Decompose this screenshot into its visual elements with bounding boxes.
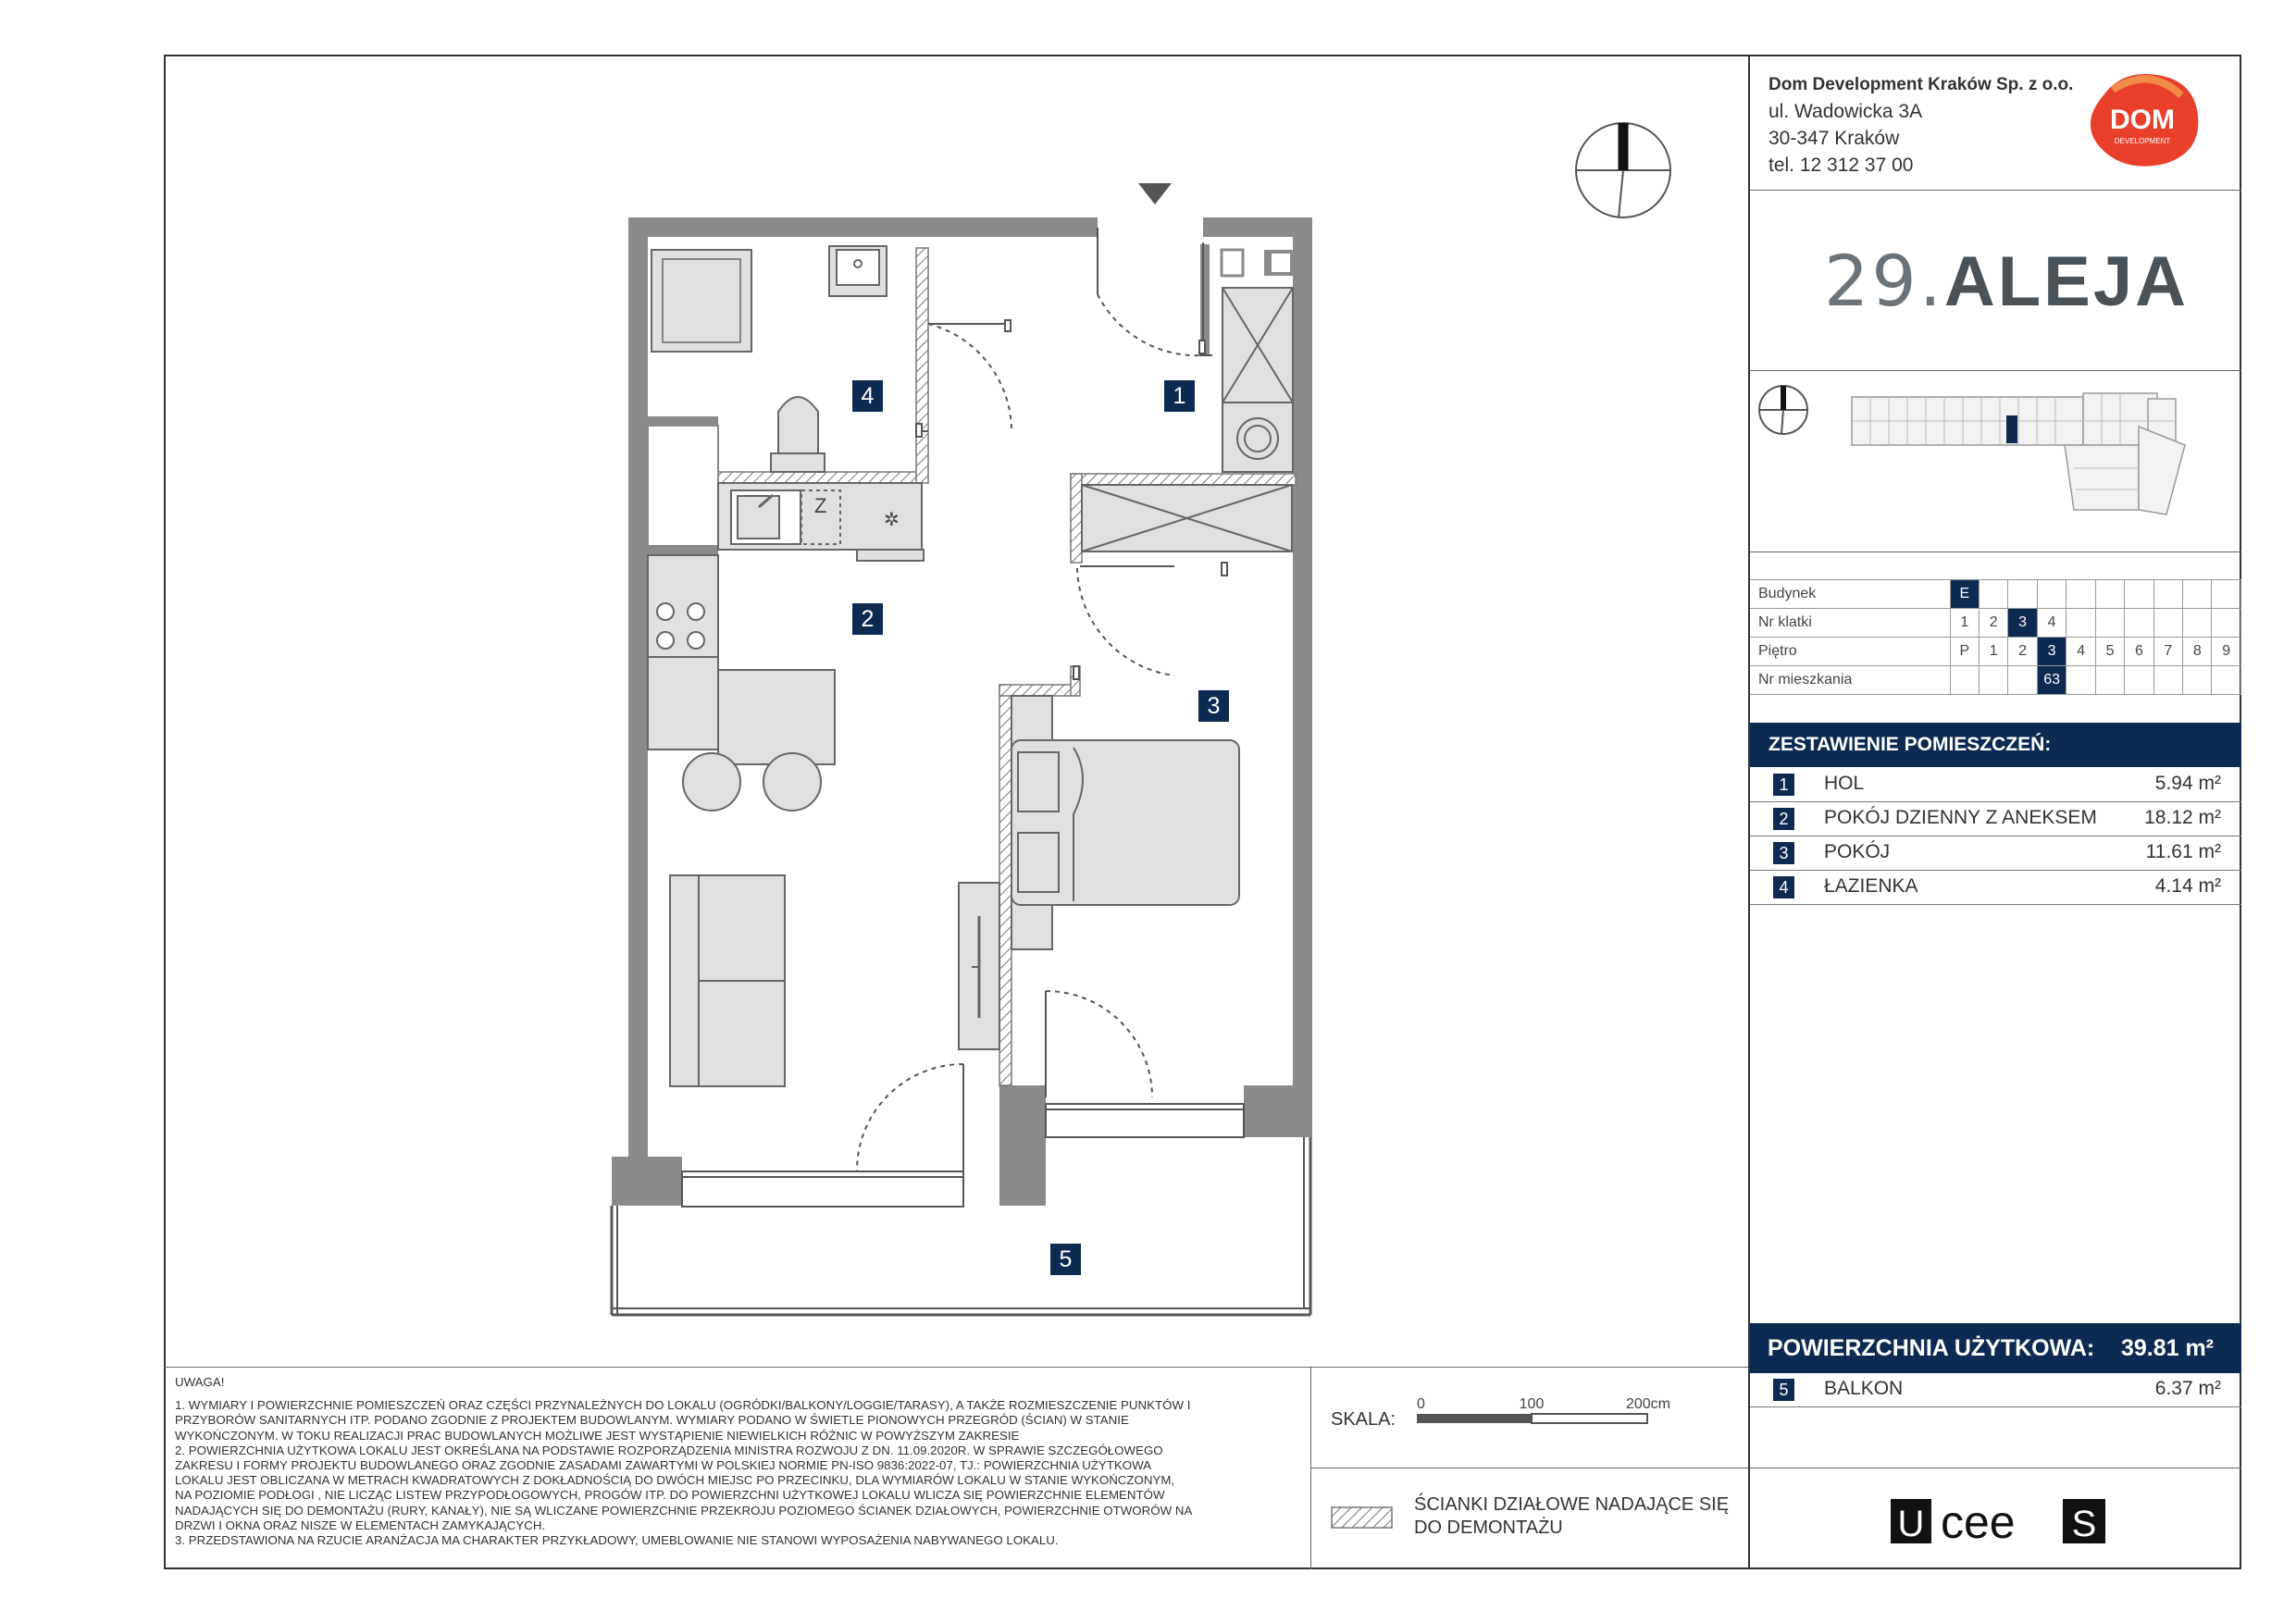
notes-line: DRZWI I OKNA ORAZ NISZE W ELEMENTACH ZAMYKAJĄCYCH. [175, 1518, 546, 1532]
staircase-cell: 1 [1950, 609, 1979, 638]
building-cell-selected: E [1950, 580, 1979, 609]
floor-cell: 4 [2066, 638, 2095, 666]
svg-text:S: S [2071, 1504, 2097, 1544]
room-row [1750, 768, 2241, 802]
scale-label: SKALA: [1331, 1409, 1396, 1430]
dom-logo-sub-text: DEVELOPMENT [2114, 137, 2171, 145]
company-street: ul. Wadowicka 3A [1769, 101, 1923, 122]
usable-area-value: 39.81 m² [2120, 1335, 2214, 1361]
staircase-cell: 2 [1980, 609, 2008, 638]
scale-tick-0: 0 [1417, 1396, 1425, 1412]
plan-label-bathroom: 4 [852, 380, 883, 412]
room-name: HOL [1824, 773, 1865, 794]
notes-title: UWAGA! [175, 1375, 225, 1389]
room-row [1750, 836, 2241, 871]
legend-line-1: ŚCIANKI DZIAŁOWE NADAJĄCE SIĘ [1414, 1494, 1730, 1515]
staircase-cell: 4 [2037, 609, 2066, 638]
room-name: ŁAZIENKA [1824, 875, 1918, 897]
brand-name: ALEJA [1943, 242, 2190, 321]
usable-area-label: POWIERZCHNIA UŻYTKOWA: [1768, 1335, 2095, 1361]
company-info [1769, 71, 2073, 179]
notes-line: NADAJĄCYCH SIĘ DO DEMONTAŻU (RURY, KANAŁY), NIE SĄ WLICZANE POWIERZCHNIE PRZEKROJU POZIOMEGO ŚCIANEK DZIAŁOWYCH, POWIERZCHNIE OTWORÓW NA [175, 1503, 1193, 1518]
notes-block [175, 1375, 1297, 1548]
notes-line: ZAKRESU I FORMY PROJEKTU BUDOWLANEGO ORAZ ZGODNIE ZASADAMI ZAWARTYMI W POLSKIEJ NORMIE PN-ISO 9836:2022-07, TJ.: POWIERZCHNIA UŻYTKOWA [175, 1458, 1152, 1473]
room-area: 11.61 m² [2145, 841, 2221, 862]
notes-line: WYKOŃCZONYM. W TOKU REALIZACJI PRAC BUDOWLANYCH MOŻLIWE JEST WYSTĄPIENIE NIEWIELKICH RÓŻNIC W POWYŻSZYM ZAKRESIE [175, 1428, 1020, 1443]
uceess-logo [1889, 1493, 2111, 1549]
balcony-name: BALKON [1824, 1378, 1904, 1399]
notes-line: 2. POWIERZCHNIA UŻYTKOWA LOKALU JEST OKREŚLANA NA PODSTAWIE ROZPORZĄDZENIA MINISTRA ROZWOJU Z DN. 11.09.2020R. W SPRAWIE SZCZEGÓŁOWEGO [175, 1443, 1163, 1457]
svg-text:U: U [1897, 1504, 1925, 1544]
entrance-arrow [1138, 183, 1172, 204]
scale-tick-200: 200cm [1625, 1396, 1671, 1412]
notes-line: PRZYBORÓW SANITARNYCH ITP. PODANO ZGODNIE Z PROJEKTEM BUDOWLANYM. WYMIARY PODANO W ŚWIETLE PIONOWYCH PRZEGRÓD (ŚCIAN) W STANIE [175, 1413, 1129, 1428]
room-area: 4.14 m² [2154, 875, 2221, 897]
floor-cell: 2 [2008, 638, 2037, 666]
plan-label-living-room: 2 [852, 603, 883, 635]
dom-development-logo [2085, 68, 2202, 171]
notes-line: NA POZIOMIE PODŁOGI , NIE LICZĄC LISTEW PRZYPODŁOGOWYCH, PROGÓW ITP. DO POWIERZCHNI UŻYTKOWEJ LOKALU WLICZA SIĘ POWIERZCHNIE ELEMENTÓW [175, 1488, 1165, 1503]
floor-cell: 9 [2212, 638, 2241, 666]
site-key-plan [1750, 371, 2241, 556]
apartment-row [1750, 666, 2241, 695]
balcony-number: 5 [1773, 1379, 1794, 1401]
scale-tick-100: 100 [1519, 1396, 1545, 1412]
info-panel [1748, 55, 2241, 1569]
notes-line: 1. WYMIARY I POWIERZCHNIE POMIESZCZEŃ ORAZ CZĘŚCI PRZYNALEŻNYCH DO LOKALU (OGRÓDKI/BALKONY/LOGGIE/TARASY), A TAKŻE ROZMIESZCZENIE PUNKTÓW I [175, 1398, 1191, 1413]
company-city: 30-347 Kraków [1769, 128, 1900, 149]
sofa [670, 875, 785, 1086]
room-name: POKÓJ [1824, 841, 1891, 862]
legend-hatch-swatch [1331, 1506, 1394, 1530]
plan-label-balcony: 5 [1050, 1244, 1081, 1275]
mini-compass-icon [1759, 386, 1807, 434]
room-row [1750, 871, 2241, 905]
balcony-row [1750, 1373, 2241, 1407]
legend-line-2: DO DEMONTAŻU [1414, 1518, 1563, 1538]
balcony-outline [612, 1137, 1310, 1315]
room-number: 1 [1773, 774, 1794, 796]
svg-text:✲: ✲ [884, 508, 900, 530]
floor-cell: 7 [2153, 638, 2182, 666]
room-area: 5.94 m² [2154, 773, 2221, 794]
apartment-label: Nr mieszkania [1750, 666, 1950, 695]
floor-cell: 1 [1980, 638, 2008, 666]
staircase-row [1750, 609, 2241, 638]
notes-line: LOKALU JEST OBLICZANA W METRACH KWADRATOWYCH Z DOKŁADNOŚCIĄ DO DWÓCH MIEJSC PO PRZECINKU, DLA WYMIARÓW LOKALU W STANIE WYKOŃCZONYM, [175, 1473, 1175, 1488]
divider [1750, 190, 2241, 191]
staircase-cell-selected: 3 [2008, 609, 2037, 638]
svg-text:Z: Z [814, 494, 827, 517]
room-row [1750, 802, 2241, 836]
svg-text:cee: cee [1941, 1496, 2016, 1548]
building-row [1750, 580, 2241, 609]
divider [1750, 551, 2241, 552]
building-label: Budynek [1750, 580, 1950, 609]
staircase-label: Nr klatki [1750, 609, 1950, 638]
location-table [1750, 579, 2241, 695]
room-name: POKÓJ DZIENNY Z ANEKSEM [1824, 807, 2097, 828]
notes-line: 3. PRZEDSTAWIONA NA RZUCIE ARANŻACJA MA CHARAKTER PRZYKŁADOWY, UMEBLOWANIE NIE STANOWI WYPOSAŻENIA NABYWANEGO LOKALU. [175, 1533, 1059, 1548]
room-area: 18.12 m² [2144, 807, 2221, 828]
rooms-header: ZESTAWIENIE POMIESZCZEŃ: [1750, 723, 2241, 767]
demountable-partitions [718, 248, 1296, 1085]
floor-cell: 6 [2125, 638, 2153, 666]
balcony-area: 6.37 m² [2154, 1378, 2221, 1399]
floor-cell-selected: 3 [2037, 638, 2066, 666]
notes-divider [164, 1367, 1749, 1368]
brand-number: 29. [1824, 240, 1944, 322]
scale-bar [1411, 1394, 1707, 1431]
floor-row [1750, 638, 2241, 666]
usable-area-bar [1750, 1323, 2241, 1373]
compass-icon [1576, 123, 1670, 217]
company-name: Dom Development Kraków Sp. z o.o. [1769, 75, 2074, 94]
project-brand [1824, 240, 2189, 322]
plan-label-hol: 1 [1164, 380, 1195, 412]
company-phone: tel. 12 312 37 00 [1769, 155, 1914, 176]
room-number: 3 [1773, 842, 1794, 864]
legend-text [1414, 1493, 1729, 1540]
room-number: 4 [1773, 876, 1794, 898]
dom-logo-main-text: DOM [2110, 105, 2175, 135]
plan-label-bedroom: 3 [1198, 690, 1229, 722]
room-number: 2 [1773, 808, 1794, 830]
floor-cell: 8 [2183, 638, 2212, 666]
floor-cell: P [1950, 638, 1979, 666]
apartment-location-marker [2006, 415, 2017, 443]
floor-label: Piętro [1750, 638, 1950, 666]
hall-storage [1082, 288, 1293, 551]
floor-cell: 5 [2095, 638, 2124, 666]
apartment-number: 63 [2037, 666, 2066, 695]
